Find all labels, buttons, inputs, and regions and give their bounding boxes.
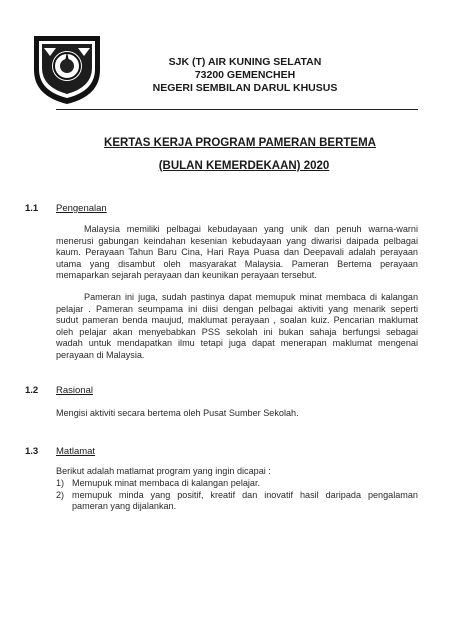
list-item-number: 1) xyxy=(56,478,65,488)
paragraph-line: oleh pelajar akan menyebabkan PSS sekolah ini bukan sahaja berfungsi sebagai xyxy=(56,326,418,337)
paragraph-line: pelajar . Pameran seumpama ini diisi dengan pelbagai aktiviti yang menarik seperti xyxy=(56,303,418,314)
list-item xyxy=(56,478,418,490)
section-number-1-1: 1.1 xyxy=(25,203,39,214)
section-heading-pengenalan: Pengenalan xyxy=(56,203,107,214)
school-crest-icon xyxy=(30,30,104,106)
document-subtitle: (BULAN KEMERDEKAAN) 2020 xyxy=(158,160,330,172)
paragraph-line: Malaysia memiliki pelbagai kebudayaan yang unik dan penuh warna-warni xyxy=(84,224,418,234)
school-name: SJK (T) AIR KUNING SELATAN xyxy=(168,56,322,68)
header-divider xyxy=(56,109,418,110)
list-item-text: Memupuk minat membaca di kalangan pelajar. xyxy=(72,478,261,488)
paragraph-line: wadah untuk mendapatkan ilmu tetapi juga dapat menerapan maklumat mengenai xyxy=(56,338,418,349)
paragraph-line: kaum. Perayaan Tahun Baru Cina, Hari Raya Puasa dan Deepavali adalah perayaan xyxy=(56,247,418,258)
school-postcode: 73200 GEMENCHEH xyxy=(194,69,296,81)
paragraph-line: Pameran ini juga, sudah pastinya dapat memupuk minat membaca di kalangan xyxy=(84,292,418,302)
paragraph-line: utama yang disambut oleh masyarakat Malaysia. Pameran Bertema perayaan xyxy=(56,258,418,269)
list-item-text: memupuk minda yang positif, kreatif dan inovatif hasil daripada pengalaman xyxy=(72,489,418,500)
list-item-number: 2) xyxy=(56,489,65,500)
paragraph-line: sudut pameran benda maujud, maklumat perayaan , soalan kuiz. Pencarian maklumat xyxy=(56,315,418,326)
school-state: NEGERI SEMBILAN DARUL KHUSUS xyxy=(152,82,338,94)
paragraph-line: memaparkan sejarah perayaan dan keunikan perayaan tersebut. xyxy=(56,270,317,281)
document-title: KERTAS KERJA PROGRAM PAMERAN BERTEMA xyxy=(104,137,376,149)
paragraph-introduction-2 xyxy=(56,292,418,362)
list-item xyxy=(56,490,418,513)
list-item-text: pameran yang dijalankan. xyxy=(72,501,177,512)
section-number-1-2: 1.2 xyxy=(25,385,39,396)
rationale-text: Mengisi aktiviti secara bertema oleh Pusat Sumber Sekolah. xyxy=(56,408,299,418)
objectives-intro: Berikut adalah matlamat program yang ingin dicapai : xyxy=(56,466,271,476)
paragraph-line: menerusi gabungan keindahan kesenian kebudayaan yang diwarisi daipada pelbagai xyxy=(56,235,418,246)
objectives-list xyxy=(56,478,418,513)
paragraph-introduction-1 xyxy=(56,224,418,282)
school-header xyxy=(120,56,370,95)
paragraph-line: perayaan di Malaysia. xyxy=(56,349,145,360)
section-number-1-3: 1.3 xyxy=(25,446,39,457)
section-heading-rasional: Rasional xyxy=(56,385,93,396)
section-heading-matlamat: Matlamat xyxy=(56,446,96,457)
